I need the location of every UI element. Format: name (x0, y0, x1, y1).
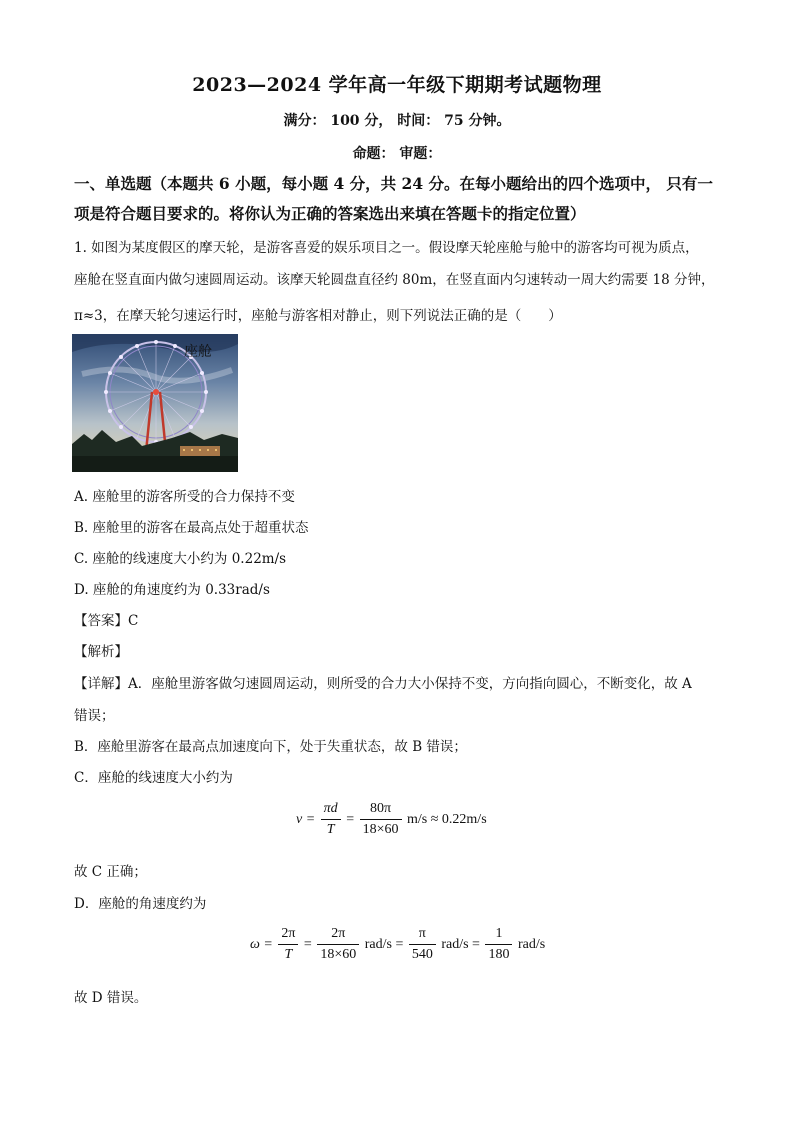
formula-w-unit4: rad/s (517, 936, 546, 952)
formula-w-unit2: rad/s = (364, 936, 404, 952)
detail-a-line2: 错误； (74, 708, 115, 724)
conclusion-d: 故 D 错误。 (74, 990, 148, 1006)
answer-line: 【答案】C (74, 613, 139, 629)
exam-authors: 命题： 审题： (352, 146, 442, 162)
formula-w-lhs: ω = (250, 936, 273, 952)
conclusion-c: 故 C 正确； (74, 864, 147, 880)
formula-linear-velocity (296, 800, 487, 839)
formula-v-frac1 (321, 800, 341, 839)
formula-w-frac4-den: 180 (488, 947, 510, 962)
ferris-wheel-photo (72, 334, 238, 472)
formula-w-frac3-num: π (409, 925, 436, 945)
formula-angular-velocity (250, 925, 545, 964)
analysis-label: 【解析】 (74, 644, 128, 660)
formula-w-frac3 (409, 925, 436, 964)
question-line2: 座舱在竖直面内做匀速圆周运动。该摩天轮圆盘直径约 80m，在竖直面内匀速转动一周大约需要 18 分钟， (74, 272, 715, 288)
detail-c: C．座舱的线速度大小约为 (74, 770, 233, 786)
formula-w-frac4-num: 1 (485, 925, 512, 945)
detail-a-line1: 【详解】A．座舱里游客做匀速圆周运动，则所受的合力大小保持不变，方向指向圆心，不断变化，故 A (74, 676, 692, 692)
detail-b: B．座舱里游客在最高点加速度向下，处于失重状态，故 B 错误； (74, 739, 467, 755)
option-d: D. 座舱的角速度约为 0.33rad/s (74, 582, 270, 598)
image-label-cabin: 座舱 (184, 344, 212, 360)
formula-v-frac1-num: πd (321, 800, 341, 820)
detail-d: D．座舱的角速度约为 (74, 896, 207, 912)
formula-v-frac2 (360, 800, 402, 839)
option-c: C. 座舱的线速度大小约为 0.22m/s (74, 551, 287, 567)
formula-v-lhs: v = (296, 811, 316, 827)
ferris-wheel-image (72, 334, 238, 472)
exam-meta: 满分： 100 分， 时间： 75 分钟。 (283, 113, 511, 129)
formula-v-tail: m/s ≈ 0.22m/s (407, 811, 487, 827)
formula-v-frac1-den: T (326, 822, 335, 837)
formula-v-frac2-den: 18×60 (362, 822, 399, 837)
exam-title: 2023—2024 学年高一年级下期期考试题物理 (192, 74, 602, 96)
formula-w-frac2 (317, 925, 359, 964)
formula-v-eq: = (346, 811, 355, 827)
option-b: B. 座舱里的游客在最高点处于超重状态 (74, 520, 309, 536)
formula-w-unit3: rad/s = (441, 936, 480, 952)
option-a: A. 座舱里的游客所受的合力保持不变 (74, 489, 295, 505)
formula-w-frac3-den: 540 (411, 947, 433, 962)
question-line1: 1. 如图为某度假区的摩天轮，是游客喜爱的娱乐项目之一。假设摩天轮座舱与舱中的游客均可视为质点， (74, 240, 699, 256)
question-line3: π≈3，在摩天轮匀速运行时，座舱与游客相对静止，则下列说法正确的是（ ） (74, 308, 562, 324)
section-heading-line2: 项是符合题目要求的。将你认为正确的答案选出来填在答题卡的指定位置） (74, 204, 586, 223)
formula-w-frac2-num: 2π (317, 925, 359, 945)
section-heading-line1: 一、单选题（本题共 6 小题，每小题 4 分，共 24 分。在每小题给出的四个选项中， 只有一 (74, 174, 713, 193)
formula-v-frac2-num: 80π (360, 800, 402, 820)
formula-w-frac2-den: 18×60 (320, 947, 357, 962)
formula-w-frac4 (485, 925, 512, 964)
formula-w-frac1-den: T (284, 947, 293, 962)
formula-w-eq1: = (303, 936, 312, 952)
formula-w-frac1-num: 2π (278, 925, 298, 945)
formula-w-frac1 (278, 925, 298, 964)
